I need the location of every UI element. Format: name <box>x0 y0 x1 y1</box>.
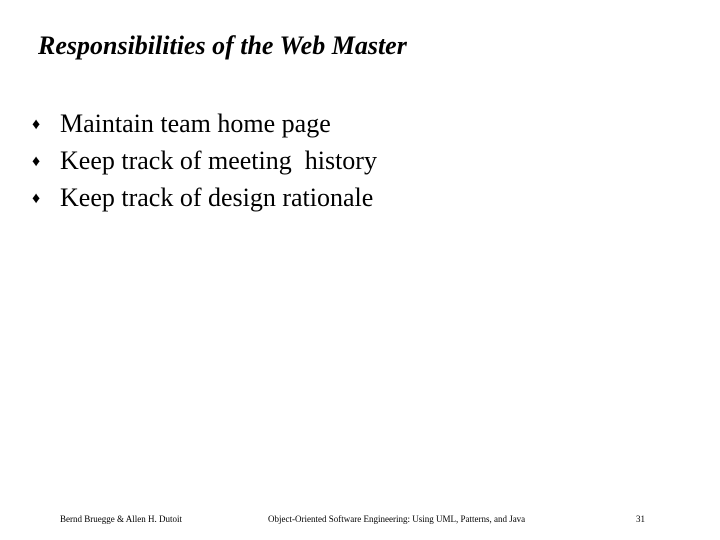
page-number: 31 <box>636 514 645 524</box>
diamond-bullet-icon: ♦ <box>32 189 41 207</box>
bullet-item <box>30 142 377 179</box>
diamond-bullet-icon: ♦ <box>32 152 41 170</box>
bullet-text: Maintain team home page <box>60 108 331 138</box>
footer-authors: Bernd Bruegge & Allen H. Dutoit <box>60 514 182 524</box>
diamond-bullet-icon: ♦ <box>32 115 41 133</box>
bullet-item <box>30 179 377 216</box>
bullet-list <box>30 105 377 216</box>
bullet-text: Keep track of design rationale <box>60 182 374 212</box>
footer-book-title: Object-Oriented Software Engineering: Using UML, Patterns, and Java <box>268 514 526 524</box>
bullet-item <box>30 105 377 142</box>
bullet-text: Keep track of meeting history <box>60 145 377 175</box>
slide-title: Responsibilities of the Web Master <box>38 31 407 60</box>
